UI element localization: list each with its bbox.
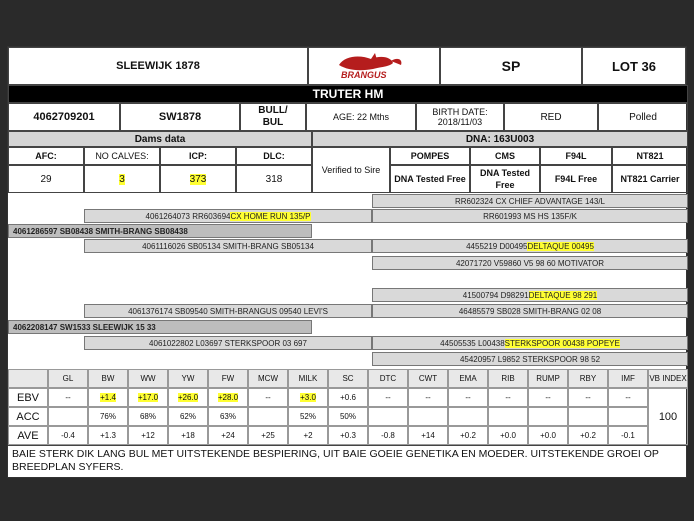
ebv-value: -0.4 [48, 426, 88, 445]
ebv-value [568, 407, 608, 426]
ebv-value-highlight: +1.4 [100, 393, 116, 402]
ebv-col-cwt: CWT [408, 369, 448, 388]
pompes-value: DNA Tested Free [390, 165, 470, 193]
nt821-label: NT821 [612, 147, 688, 165]
ebv-value: +2 [288, 426, 328, 445]
breeder-name: SLEEWIJK 1878 [8, 47, 308, 85]
ebv-col-rby: RBY [568, 369, 608, 388]
logo-text: BRANGUS [341, 70, 387, 80]
ebv-col-fw: FW [208, 369, 248, 388]
ebv-value [608, 407, 648, 426]
ebv-value: +14 [408, 426, 448, 445]
pedigree-ds: 4061376174 SB09540 SMITH-BRANGUS 09540 LEVI'S [84, 304, 372, 318]
horn-status: Polled [598, 103, 688, 131]
pedigree-dss [372, 288, 688, 302]
ebv-value: -0.1 [608, 426, 648, 445]
pedigree-dds-id: 44505535 L00438 [440, 338, 505, 348]
pedigree-sds-id: 4455219 D00495 [466, 241, 528, 251]
brangus-logo [308, 47, 440, 85]
dams-data-header: Dams data [8, 131, 312, 147]
registration: SW1878 [120, 103, 240, 131]
calves-value: 3 [119, 173, 125, 185]
ebv-value: -- [248, 388, 288, 407]
ebv-value: +0.0 [528, 426, 568, 445]
ebv-value [408, 407, 448, 426]
age: AGE: 22 Mths [306, 103, 416, 131]
verified-to-sire: Verified to Sire [312, 147, 390, 193]
pedigree-ss-id: 4061264073 RR603694 [145, 211, 231, 221]
ebv-value: +25 [248, 426, 288, 445]
dlc-value: 318 [236, 165, 312, 193]
cms-value: DNA Tested Free [470, 165, 540, 193]
ebv-corner [8, 369, 48, 388]
nt821-value: NT821 Carrier [612, 165, 688, 193]
pedigree-sire: 4061286597 SB08438 SMITH-BRANG SB08438 [8, 224, 312, 238]
ebv-row-acc: ACC [8, 407, 48, 426]
pedigree-ddd: 45420957 L9852 STERKSPOOR 98 52 [372, 352, 688, 366]
ebv-value [448, 407, 488, 426]
ebv-value-highlight: +28.0 [217, 393, 239, 402]
color: RED [504, 103, 598, 131]
afc-label: AFC: [8, 147, 84, 165]
pedigree-sss: RR602324 CX CHIEF ADVANTAGE 143/L [372, 194, 688, 208]
ebv-col-sc: SC [328, 369, 368, 388]
ebv-value-highlight: +17.0 [137, 393, 159, 402]
ebv-value: 50% [328, 407, 368, 426]
pedigree-ssd: RR601993 MS HS 135F/K [372, 209, 688, 223]
pedigree-sds [372, 239, 688, 253]
lot-number: LOT 36 [582, 47, 686, 85]
ebv-row-ebv: EBV [8, 388, 48, 407]
ebv-value: 62% [168, 407, 208, 426]
pedigree-sds-name: DELTAQUE 00495 [527, 241, 594, 251]
ebv-value: 52% [288, 407, 328, 426]
ebv-value [248, 407, 288, 426]
code: SP [440, 47, 582, 85]
sex: BULL/ BUL [240, 103, 306, 131]
ebv-col-yw: YW [168, 369, 208, 388]
ebv-value: +0.2 [568, 426, 608, 445]
comment: BAIE STERK DIK LANG BUL MET UITSTEKENDE BESPIERING, UIT BAIE GOEIE GENETIKA EN MOEDER. UITSTEKENDE GROEI OP BREEDPLAN SYFERS. [8, 445, 688, 479]
icp-label: ICP: [160, 147, 236, 165]
f94l-value: F94L Free [540, 165, 612, 193]
ebv-value: +0.6 [328, 388, 368, 407]
ebv-value: -- [48, 388, 88, 407]
animal-name: TRUTER HM [8, 85, 688, 103]
ebv-value: -- [408, 388, 448, 407]
ebv-col-bw: BW [88, 369, 128, 388]
pedigree-sdd: 42071720 V59860 V5 98 60 MOTIVATOR [372, 256, 688, 270]
ebv-value [48, 407, 88, 426]
pedigree-dsd: 46485579 SB028 SMITH-BRANG 02 08 [372, 304, 688, 318]
ebv-col-imf: IMF [608, 369, 648, 388]
f94l-label: F94L [540, 147, 612, 165]
ebv-value: -- [528, 388, 568, 407]
ebv-col-mcw: MCW [248, 369, 288, 388]
ebv-value: +12 [128, 426, 168, 445]
ebv-value: -- [608, 388, 648, 407]
pedigree-dd: 4061022802 L03697 STERKSPOOR 03 697 [84, 336, 372, 350]
ebv-value-highlight: +26.0 [177, 393, 199, 402]
ebv-col-gl: GL [48, 369, 88, 388]
ebv-col-dtc: DTC [368, 369, 408, 388]
ebv-value: 63% [208, 407, 248, 426]
pedigree-sd: 4061116026 SB05134 SMITH-BRANG SB05134 [84, 239, 372, 253]
ebv-value: -- [488, 388, 528, 407]
ebv-value [208, 388, 248, 407]
ebv-value [288, 388, 328, 407]
icp-value: 373 [189, 173, 207, 185]
pedigree-ss-name: CX HOME RUN 135/P [230, 211, 311, 221]
ebv-col-ww: WW [128, 369, 168, 388]
dna-header: DNA: 163U003 [312, 131, 688, 147]
ebv-value: +0.2 [448, 426, 488, 445]
ebv-value: 76% [88, 407, 128, 426]
ebv-col-rib: RIB [488, 369, 528, 388]
birth-date: 2018/11/03 [437, 117, 483, 127]
ebv-table [8, 369, 688, 445]
birth-date-label: BIRTH DATE: [432, 107, 488, 117]
ebv-value: -- [568, 388, 608, 407]
ebv-value [488, 407, 528, 426]
ebv-value: +1.3 [88, 426, 128, 445]
pedigree-ss [84, 209, 372, 223]
animal-id: 4062709201 [8, 103, 120, 131]
pompes-label: POMPES [390, 147, 470, 165]
ebv-col-milk: MILK [288, 369, 328, 388]
ebv-value [168, 388, 208, 407]
ebv-col-ema: EMA [448, 369, 488, 388]
vb-index-value: 100 [648, 388, 688, 445]
ebv-value [528, 407, 568, 426]
ebv-value: +18 [168, 426, 208, 445]
ebv-value: -0.8 [368, 426, 408, 445]
dlc-label: DLC: [236, 147, 312, 165]
cms-label: CMS [470, 147, 540, 165]
ebv-value: +0.0 [488, 426, 528, 445]
ebv-value [88, 388, 128, 407]
ebv-value: +0.3 [328, 426, 368, 445]
ebv-col-rump: RUMP [528, 369, 568, 388]
ebv-value-highlight: +3.0 [300, 393, 316, 402]
calves-label: NO CALVES: [84, 147, 160, 165]
pedigree-dam: 4062208147 SW1533 SLEEWIJK 15 33 [8, 320, 312, 334]
birth-date-cell [416, 103, 504, 131]
vb-index-label: VB INDEX [648, 369, 688, 388]
pedigree-dds-name: STERKSPOOR 00438 POPEYE [504, 338, 620, 348]
ebv-value [368, 407, 408, 426]
ebv-value: -- [448, 388, 488, 407]
pedigree-dds [372, 336, 688, 350]
icp-value-cell [160, 165, 236, 193]
ebv-value: 68% [128, 407, 168, 426]
pedigree-dss-name: DELTAQUE 98 291 [528, 290, 598, 300]
calves-value-cell [84, 165, 160, 193]
ebv-row-ave: AVE [8, 426, 48, 445]
afc-value: 29 [8, 165, 84, 193]
ebv-value: -- [368, 388, 408, 407]
lot-sheet [7, 46, 687, 478]
ebv-value: +24 [208, 426, 248, 445]
ebv-value [128, 388, 168, 407]
pedigree-dss-id: 41500794 D98291 [462, 290, 529, 300]
